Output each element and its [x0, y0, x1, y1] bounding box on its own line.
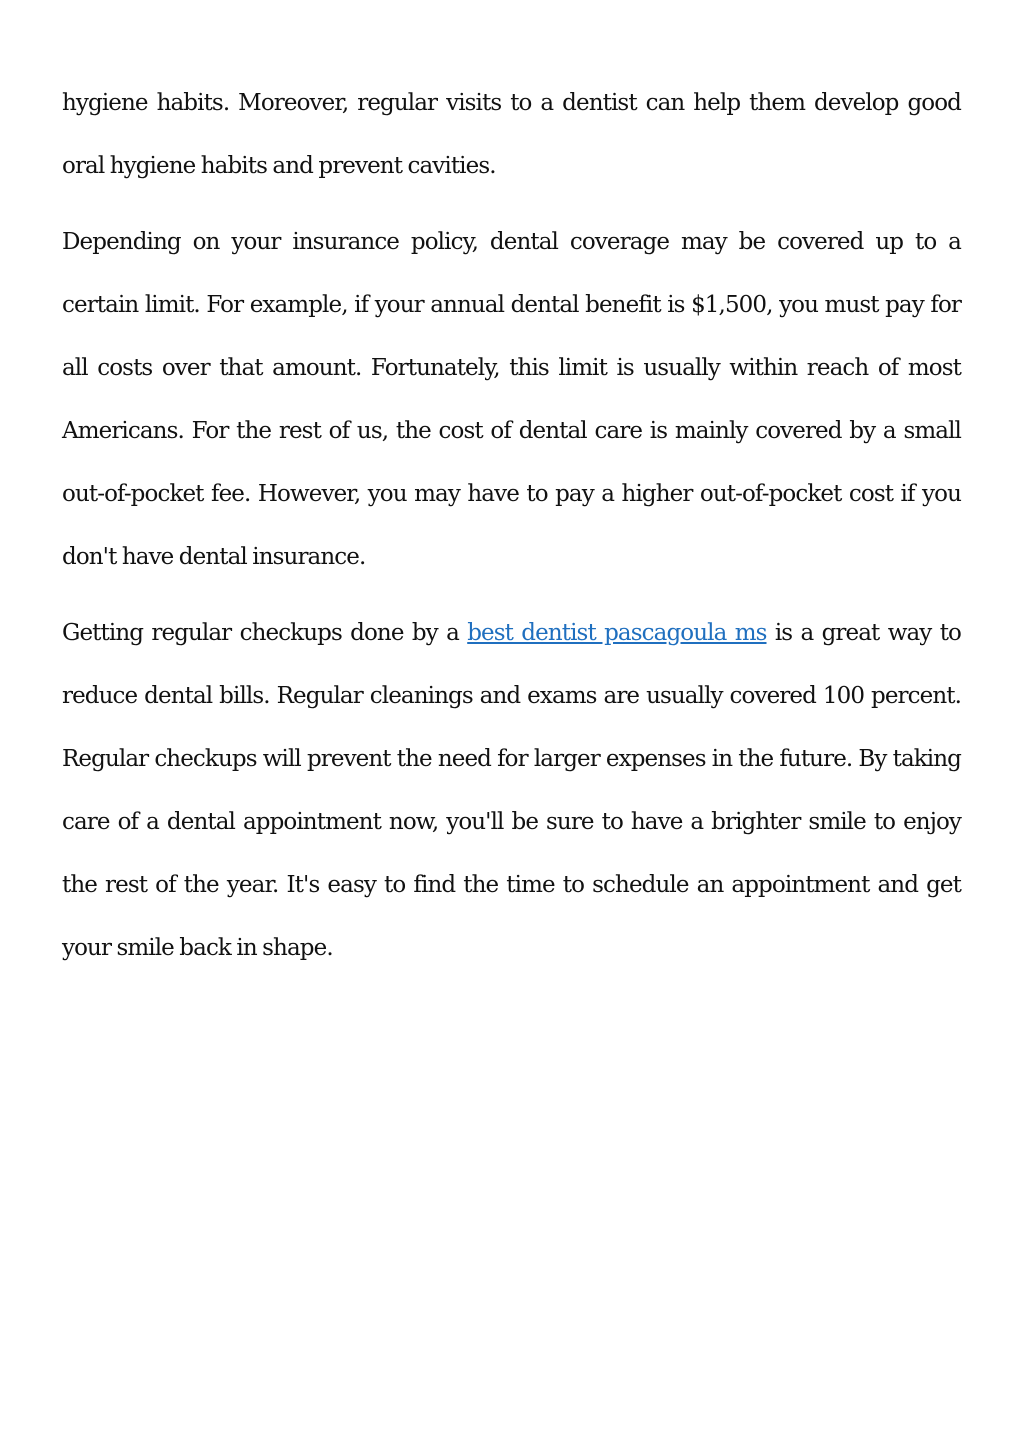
paragraph-checkups-trailing-text: is a great way to reduce dental bills. Regular cleanings and exams are usually covered 100 percent. Regular checkups will prevent the need for larger expenses in the future. By taking care of a dental appointment now, you'll be sure to have a brighter smile to enjoy the rest of the year. It's easy to find the time to schedule an appointment and get your smile back in shape. [62, 620, 961, 961]
paragraph-insurance: Depending on your insurance policy, dental coverage may be covered up to a certain limit. For example, if your annual dental benefit is $1,500, you must pay for all costs over that amount. Fortunately, this limit is usually within reach of most Americans. For the rest of us, the cost of dental care is mainly covered by a small out-of-pocket fee. However, you may have to pay a higher out-of-pocket cost if you don't have dental insurance. [62, 229, 961, 570]
document-body [62, 72, 961, 993]
best-dentist-link[interactable]: best dentist pascagoula ms [467, 620, 767, 646]
paragraph-checkups-lead-text: Getting regular checkups done by a [62, 620, 468, 646]
paragraph-checkups [62, 602, 961, 980]
paragraph-hygiene: hygiene habits. Moreover, regular visits to a dentist can help them develop good oral hygiene habits and prevent cavities. [62, 90, 961, 179]
